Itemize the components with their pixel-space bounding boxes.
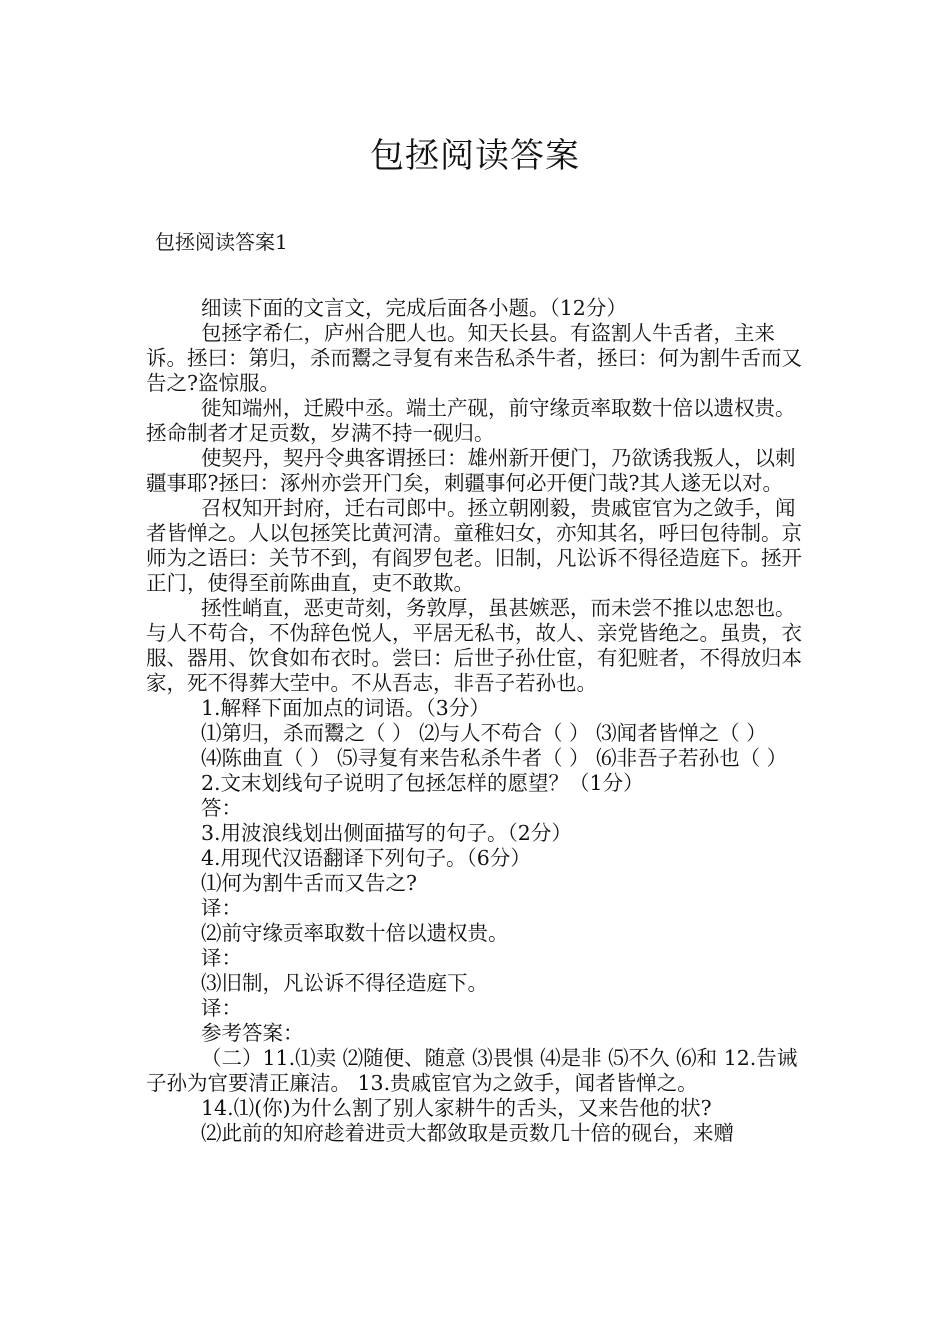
reference-answer: ⑵此前的知府趁着进贡大都敛取是贡数几十倍的砚台，来赠 [201,1121,734,1145]
question-2: 2.文末划线句子说明了包拯怎样的愿望？（1分） [201,771,644,795]
passage-paragraph: 使契丹，契丹令典客谓拯曰：雄州新开便门，乃欲诱我叛人，以刺疆事耶?拯曰：涿州亦尝开门矣，刺疆事何必开便门哉?其人遂无以对。 [146,446,796,495]
answer-line: 答： [201,796,242,820]
translation-line: 译： [201,946,242,970]
section-subtitle: 包拯阅读答案1 [155,230,288,254]
passage-paragraph: 徙知端州，迁殿中丞。端土产砚，前守缘贡率取数十倍以遗权贵。拯命制者才足贡数，岁满不持一砚归。 [146,396,796,445]
translation-line: 译： [201,896,242,920]
question-3: 3.用波浪线划出侧面描写的句子。（2分） [201,821,572,845]
reference-answer-heading: 参考答案： [201,1021,304,1045]
page-title: 包拯阅读答案 [370,136,580,176]
document-body [146,296,810,1146]
passage-paragraph: 包拯字希仁，庐州合肥人也。知天长县。有盗割人牛舌者，主来诉。拯曰：第归，杀而鬻之寻复有来告私杀牛者，拯曰：何为割牛舌而又告之?盗惊服。 [146,321,802,395]
reference-answer: 14.⑴(你)为什么割了别人家耕牛的舌头，又来告他的状? [201,1096,712,1120]
question-4-item: ⑶旧制，凡讼诉不得径造庭下。 [201,971,488,995]
reference-answer: （二）11.⑴卖 ⑵随便、随意 ⑶畏惧 ⑷是非 ⑸不久 ⑹和 12.告诫子孙为官要清正廉洁。 13.贵戚宦官为之敛手，闻者皆惮之。 [146,1046,798,1095]
question-4: 4.用现代汉语翻译下列句子。（6分） [201,846,531,870]
intro-paragraph: 细读下面的文言文，完成后面各小题。（12分） [201,296,627,320]
question-4-item: ⑴何为割牛舌而又告之? [201,871,417,895]
translation-line: 译： [201,996,242,1020]
passage-paragraph: 拯性峭直，恶吏苛刻，务敦厚，虽甚嫉恶，而未尝不推以忠恕也。与人不苟合，不伪辞色悦人，平居无私书，故人、亲党皆绝之。虽贵，衣服、器用、饮食如布衣时。尝曰：后世子孙仕宦，有犯赃者，不得放归本家，死不得葬大茔中。不从吾志，非吾子若孙也。 [146,596,802,695]
question-1-items: ⑷陈曲直（ ） ⑸寻复有来告私杀牛者（ ） ⑹非吾子若孙也（ ） [201,746,788,770]
passage-paragraph: 召权知开封府，迁右司郎中。拯立朝刚毅，贵戚宦官为之敛手，闻者皆惮之。人以包拯笑比黄河清。童稚妇女，亦知其名，呼曰包待制。京师为之语曰：关节不到，有阎罗包老。旧制，凡讼诉不得径造庭下。拯开正门，使得至前陈曲直，吏不敢欺。 [146,496,802,595]
question-4-item: ⑵前守缘贡率取数十倍以遗权贵。 [201,921,509,945]
question-1-items: ⑴第归，杀而鬻之（ ） ⑵与人不苟合（ ） ⑶闻者皆惮之（ ） [201,721,767,745]
question-1: 1.解释下面加点的词语。（3分） [201,696,490,720]
